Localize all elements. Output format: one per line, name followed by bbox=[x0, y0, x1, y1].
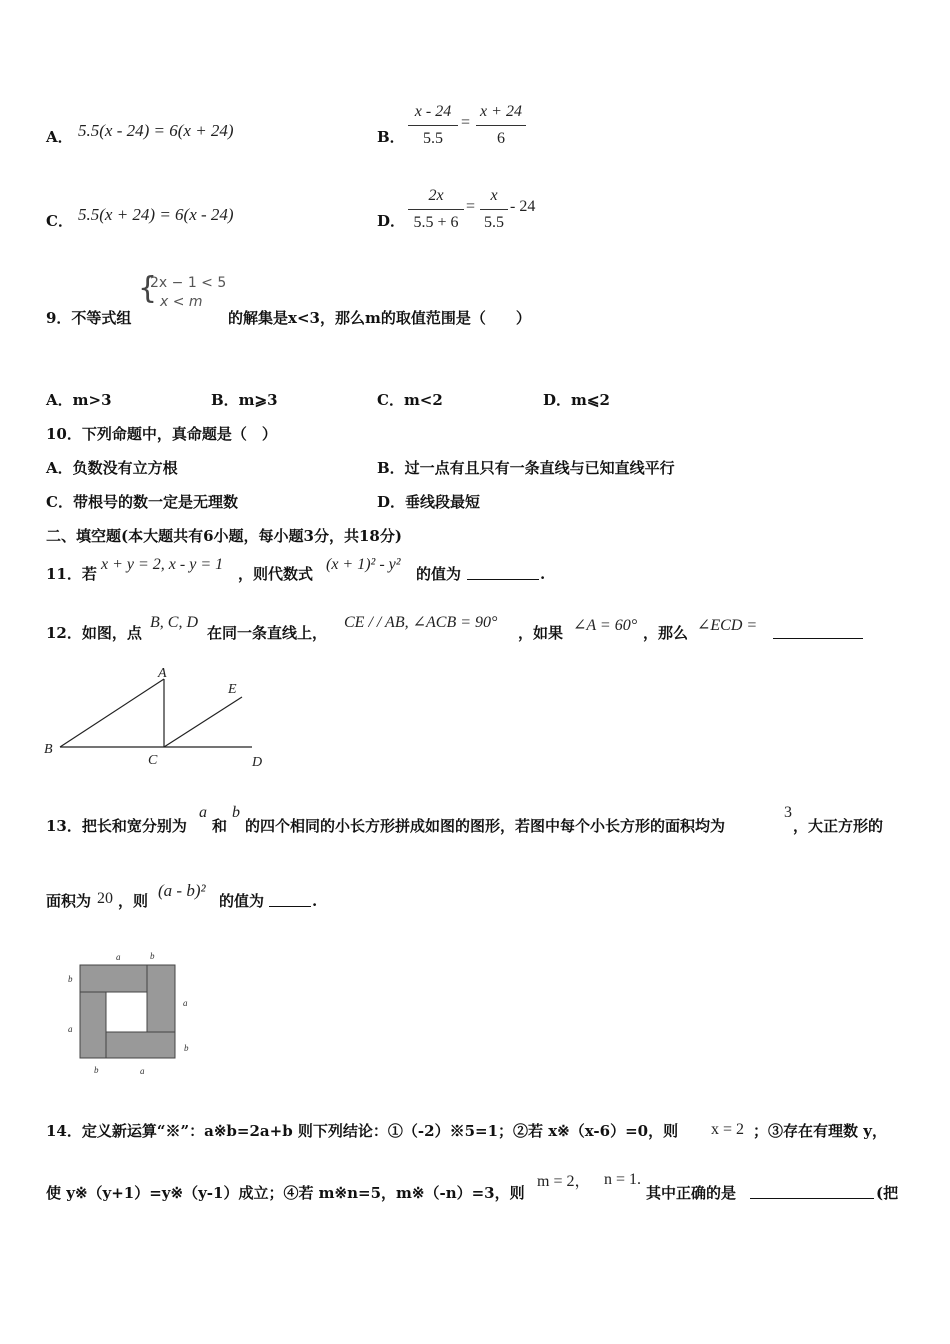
q12-answer-blank[interactable] bbox=[773, 624, 863, 639]
q13-var-b: b bbox=[232, 804, 240, 821]
q8-option-d-frac2: x 5.5 bbox=[480, 187, 508, 233]
q13-expression: (a - b)² bbox=[158, 881, 206, 900]
q12-mid2: ，如果 bbox=[518, 624, 564, 642]
q9-inequality-system: { 2x − 1 < 5 x < m bbox=[138, 271, 227, 310]
label-a: A bbox=[158, 666, 167, 681]
q14-tail: (把 bbox=[876, 1184, 899, 1202]
q8-option-d-label: D． bbox=[377, 212, 406, 230]
q13-prefix: 13．把长和宽分别为 bbox=[46, 817, 187, 835]
label-b: B bbox=[44, 742, 53, 757]
q11-prefix: 11．若 bbox=[46, 565, 97, 583]
q8-option-b-frac1: x - 24 5.5 bbox=[408, 103, 458, 149]
label-e: E bbox=[228, 682, 237, 697]
q10-option-c: C．带根号的数一定是无理数 bbox=[46, 493, 238, 511]
q10-stem: 10．下列命题中，真命题是（ ） bbox=[46, 425, 277, 443]
q11-condition: x + y = 2, x - y = 1 bbox=[101, 556, 224, 573]
q11-mid: ，则代数式 bbox=[238, 565, 314, 583]
label-a-bottom: a bbox=[140, 1066, 145, 1076]
line-ba bbox=[60, 679, 164, 747]
q12-figure bbox=[40, 660, 280, 775]
line-ce bbox=[164, 697, 242, 747]
q14-line1: 14．定义新运算“※”：a※b=2a+b 则下列结论：①（-2）※5=1；②若 x※（x-6）=0，则 bbox=[46, 1122, 679, 1140]
q10-option-d: D．垂线段最短 bbox=[377, 493, 481, 511]
q14-x-equals-2: x = 2 bbox=[711, 1121, 745, 1138]
q9-option-a: A．m>3 bbox=[46, 391, 112, 409]
q12-prefix: 12．如图，点 bbox=[46, 624, 142, 642]
label-a-top: a bbox=[116, 952, 121, 962]
q9-suffix: 的解集是x<3，那么m的取值范围是（ ） bbox=[228, 309, 531, 327]
label-a-right: a bbox=[183, 998, 188, 1008]
q14-line1-end: ；③存在有理数 y， bbox=[753, 1122, 887, 1140]
q13-answer-blank[interactable] bbox=[269, 892, 311, 907]
q13-mid2: ，大正方形的 bbox=[793, 817, 884, 835]
q11-answer-blank[interactable] bbox=[467, 565, 539, 580]
q13-and: 和 bbox=[212, 817, 228, 835]
q14-line2-end: 其中正确的是 bbox=[646, 1184, 737, 1202]
q12-mid1: 在同一条直线上， bbox=[207, 624, 328, 642]
q8-option-a-label: A． bbox=[46, 128, 73, 146]
q13-mid: 的四个相同的小长方形拼成如图的图形，若图中每个小长方形的面积均为 bbox=[245, 817, 726, 835]
q8-option-d-eq: = bbox=[466, 198, 476, 215]
q11-suffix: 的值为 bbox=[416, 565, 462, 583]
q13-line2-suffix: 的值为 bbox=[219, 892, 265, 910]
q12-condition2: ∠A = 60° bbox=[573, 617, 638, 634]
q13-area-twenty: 20 bbox=[97, 890, 113, 907]
label-b-top: b bbox=[150, 951, 155, 961]
q13-area-three: 3 bbox=[784, 804, 792, 821]
q11-expression: (x + 1)² - y² bbox=[326, 556, 401, 573]
q12-condition: CE / / AB, ∠ACB = 90° bbox=[344, 614, 498, 631]
q8-option-d-frac1: 2x 5.5 + 6 bbox=[408, 187, 464, 233]
label-b-left: b bbox=[68, 974, 73, 984]
q8-option-c-label: C． bbox=[46, 212, 73, 230]
q9-system-line1: 2x − 1 < 5 bbox=[150, 275, 227, 291]
q13-end: . bbox=[312, 892, 318, 910]
q13-figure bbox=[60, 945, 200, 1080]
q8-option-d-tail: - 24 bbox=[510, 198, 536, 215]
q8-option-c-expr: 5.5(x + 24) = 6(x - 24) bbox=[78, 205, 234, 224]
q12-mid3: ，那么 bbox=[643, 624, 689, 642]
q12-points: B, C, D bbox=[150, 614, 198, 631]
q14-answer-blank[interactable] bbox=[750, 1184, 874, 1199]
q13-line2-prefix: 面积为 bbox=[46, 892, 92, 910]
q9-option-b: B．m⩾3 bbox=[211, 391, 278, 409]
label-b-right: b bbox=[184, 1043, 189, 1053]
q9-option-d: D．m⩽2 bbox=[543, 391, 610, 409]
label-c: C bbox=[148, 753, 158, 768]
q8-option-b-eq: = bbox=[461, 114, 471, 131]
q12-ask: ∠ECD = bbox=[697, 617, 758, 634]
q14-m-equals-2: m = 2， bbox=[537, 1173, 591, 1190]
q8-option-b-frac2: x + 24 6 bbox=[476, 103, 526, 149]
inner-square-hole bbox=[106, 992, 147, 1032]
q13-line2-mid: ，则 bbox=[118, 892, 149, 910]
q9-prefix: 9．不等式组 bbox=[46, 309, 132, 327]
q10-option-b: B．过一点有且只有一条直线与已知直线平行 bbox=[377, 459, 675, 477]
q8-option-a-expr: 5.5(x - 24) = 6(x + 24) bbox=[78, 121, 234, 140]
section-header-fill-in: 二、填空题(本大题共有6小题，每小题3分，共18分) bbox=[46, 527, 402, 545]
q14-n-equals-1: n = 1. bbox=[604, 1171, 642, 1188]
q10-option-a: A．负数没有立方根 bbox=[46, 459, 178, 477]
label-a-left: a bbox=[68, 1024, 73, 1034]
label-b-bottom: b bbox=[94, 1065, 99, 1075]
q8-option-b-label: B． bbox=[377, 128, 405, 146]
q13-var-a: a bbox=[199, 804, 207, 821]
q9-option-c: C．m<2 bbox=[377, 391, 443, 409]
q14-line2: 使 y※（y+1）=y※（y-1）成立；④若 m※n=5，m※（-n）=3，则 bbox=[46, 1184, 525, 1202]
q11-end: . bbox=[540, 565, 546, 583]
q9-system-line2: x < m bbox=[160, 294, 203, 310]
label-d: D bbox=[252, 755, 263, 770]
